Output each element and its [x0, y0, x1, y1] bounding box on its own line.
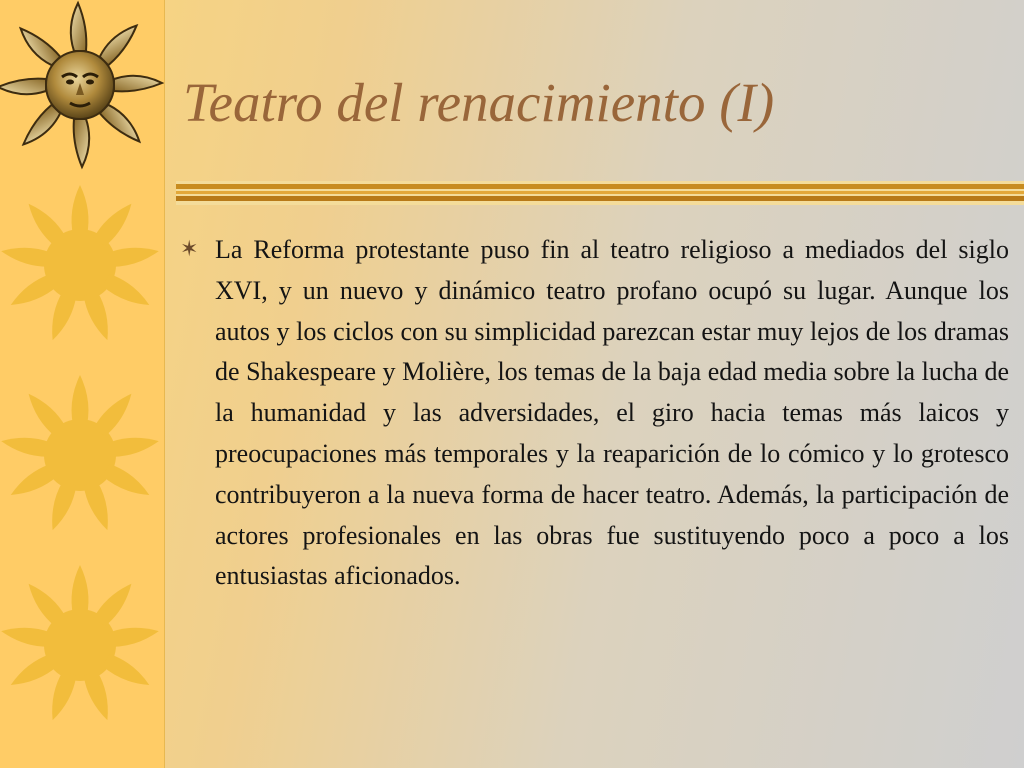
sun-sidebar-art	[0, 0, 164, 768]
sun-icon	[0, 185, 160, 343]
slide-title: Teatro del renacimiento (I)	[183, 72, 775, 133]
sun-icon	[0, 375, 160, 533]
sun-icon	[0, 565, 160, 723]
title-divider	[176, 181, 1024, 205]
body-paragraph: La Reforma protestante puso fin al teatro religioso a mediados del siglo XVI, y un nuevo y dinámico teatro profano ocupó su lugar. Aunque los autos y los ciclos con su simplicidad parezcan estar muy lejos de los dramas de Shakespeare y Molière, los temas de la baja edad media sobre la lucha de la humanidad y las adversidades, el giro hacia temas más laicos y preocupaciones más temporales y la reaparición de lo cómico y lo grotesco contribuyeron a la nueva forma de hacer teatro. Además, la participación de actores profesionales en las obras fue sustituyendo poco a poco a los entusiastas aficionados.	[215, 235, 1009, 591]
bullet-star-icon: ✶	[180, 236, 199, 261]
sun-face-icon	[0, 3, 162, 167]
sun-sidebar	[0, 0, 165, 768]
